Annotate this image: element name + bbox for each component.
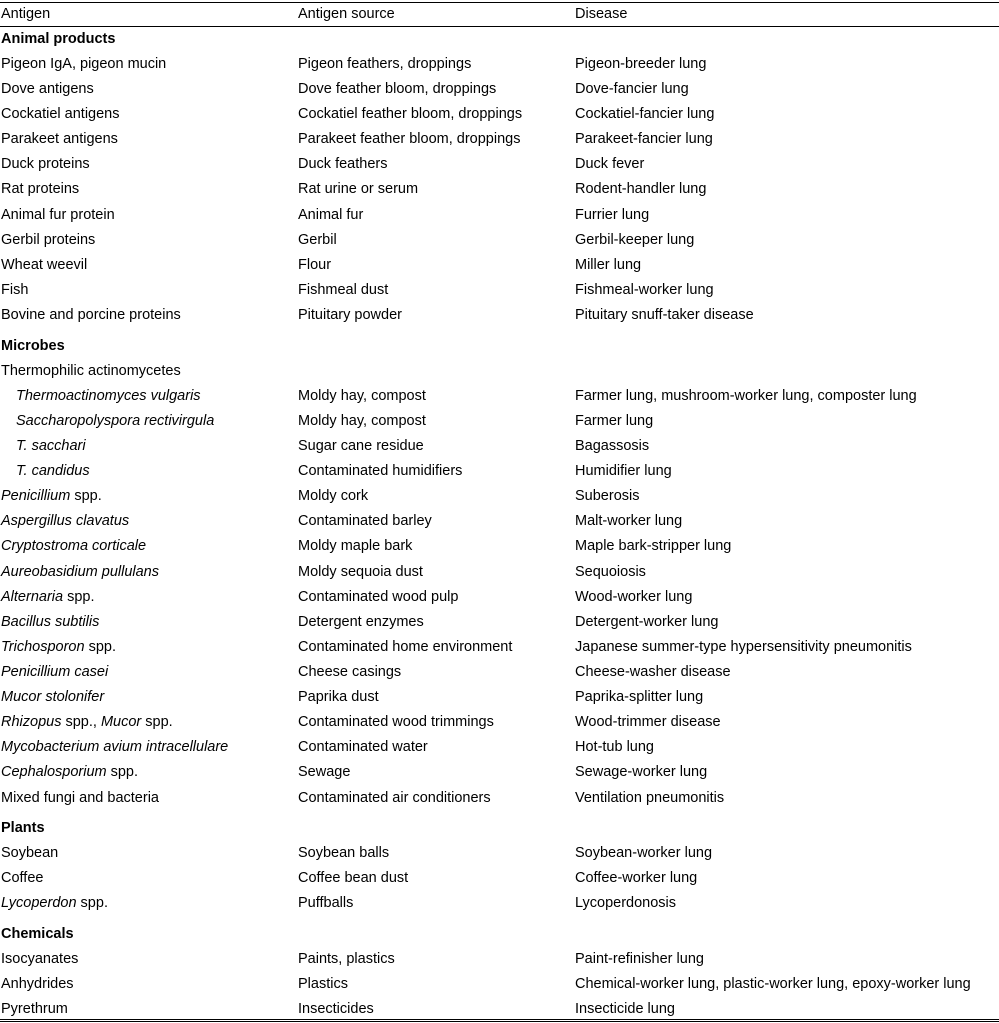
cell-disease: Cockatiel-fancier lung: [575, 106, 715, 122]
section-heading: Plants: [1, 820, 45, 836]
antigen-italic-part: Penicillium: [1, 488, 71, 504]
cell-antigen-source: Rat urine or serum: [298, 181, 419, 197]
cell-antigen: [16, 388, 201, 405]
cell-antigen: [1, 488, 102, 505]
antigen-italic-part: Cryptostroma corticale: [1, 538, 147, 554]
cell-disease: Soybean-worker lung: [575, 845, 713, 861]
header-rule: [0, 26, 999, 27]
antigen-text-part: Isocyanates: [1, 951, 79, 967]
cell-antigen-source: Soybean balls: [298, 845, 390, 861]
cell-antigen: [1, 639, 116, 656]
cell-antigen: [1, 106, 120, 123]
cell-disease: Miller lung: [575, 257, 642, 273]
cell-disease: Bagassosis: [575, 438, 650, 454]
cell-antigen: [1, 739, 228, 756]
table-top-rule: [0, 2, 999, 3]
cell-antigen-source: Paints, plastics: [298, 951, 395, 967]
antigen-text-part: Pyrethrum: [1, 1001, 68, 1017]
cell-antigen-source: Detergent enzymes: [298, 614, 424, 630]
cell-antigen-source: Gerbil: [298, 232, 337, 248]
cell-antigen-source: Plastics: [298, 976, 348, 992]
antigen-text-part: Bovine and porcine proteins: [1, 307, 181, 323]
table-bottom-rule: [0, 1019, 999, 1020]
cell-antigen: [1, 1001, 68, 1018]
cell-disease: Lycoperdonosis: [575, 895, 677, 911]
antigen-text-part: Wheat weevil: [1, 257, 88, 273]
cell-disease: Pigeon-breeder lung: [575, 56, 707, 72]
cell-disease: Sequoiosis: [575, 564, 646, 580]
cell-disease: Cheese-washer disease: [575, 664, 731, 680]
antigen-text-part: spp.: [76, 895, 108, 911]
cell-antigen-source: Flour: [298, 257, 332, 273]
cell-antigen-source: Contaminated barley: [298, 513, 432, 529]
cell-disease: Humidifier lung: [575, 463, 672, 479]
cell-antigen-source: Moldy cork: [298, 488, 369, 504]
cell-antigen-source: Contaminated home environment: [298, 639, 513, 655]
antigen-italic-part: Trichosporon: [1, 639, 85, 655]
antigen-text-part: Animal fur protein: [1, 207, 115, 223]
cell-antigen: [1, 81, 94, 98]
cell-disease: Chemical-worker lung, plastic-worker lung, epoxy-worker lung: [575, 976, 971, 992]
cell-antigen-source: Contaminated wood pulp: [298, 589, 459, 605]
cell-disease: Furrier lung: [575, 207, 650, 223]
header-antigen: Antigen: [1, 6, 51, 22]
cell-antigen-source: Fishmeal dust: [298, 282, 389, 298]
cell-antigen: [1, 845, 58, 862]
antigen-text-part: Pigeon IgA, pigeon mucin: [1, 56, 167, 72]
cell-disease: Insecticide lung: [575, 1001, 675, 1017]
cell-antigen: [1, 257, 87, 274]
cell-antigen-source: Moldy hay, compost: [298, 413, 426, 429]
cell-disease: Rodent-handler lung: [575, 181, 707, 197]
cell-antigen: [1, 56, 166, 73]
cell-antigen: [1, 790, 159, 807]
cell-antigen-source: Contaminated water: [298, 739, 428, 755]
antigen-italic-part: T. sacchari: [16, 438, 86, 454]
cell-antigen-source: Cheese casings: [298, 664, 402, 680]
cell-antigen: [1, 131, 118, 148]
cell-disease: Dove-fancier lung: [575, 81, 689, 97]
cell-antigen: [1, 181, 79, 198]
cell-antigen: [1, 307, 181, 324]
cell-disease: Coffee-worker lung: [575, 870, 698, 886]
antigen-italic-part: Bacillus subtilis: [1, 614, 100, 630]
cell-antigen: [1, 951, 78, 968]
cell-antigen: [1, 156, 90, 173]
antigen-text-part: spp.: [84, 639, 116, 655]
antigen-italic-part: Cephalosporium: [1, 764, 107, 780]
cell-disease: Duck fever: [575, 156, 645, 172]
cell-antigen: [1, 689, 104, 706]
cell-antigen-source: Moldy sequoia dust: [298, 564, 423, 580]
section-heading: Animal products: [1, 31, 116, 47]
antigen-text-part: spp.: [141, 714, 173, 730]
cell-antigen: [1, 232, 95, 249]
header-disease: Disease: [575, 6, 628, 22]
antigen-italic-part: Lycoperdon: [1, 895, 77, 911]
cell-disease: Sewage-worker lung: [575, 764, 708, 780]
cell-antigen-source: Contaminated air conditioners: [298, 790, 491, 806]
cell-antigen: [1, 564, 159, 581]
antigen-italic-part: Penicillium casei: [1, 664, 109, 680]
cell-antigen: [1, 976, 74, 993]
antigen-italic-part: Thermoactinomyces vulgaris: [16, 388, 201, 404]
antigen-italic-part: Rhizopus: [1, 714, 62, 730]
antigen-text-part: Thermophilic actinomycetes: [1, 363, 181, 379]
cell-antigen-source: Insecticides: [298, 1001, 374, 1017]
antigen-text-part: spp.,: [61, 714, 101, 730]
cell-antigen: [16, 463, 90, 480]
cell-antigen: [1, 870, 43, 887]
cell-disease: Paprika-splitter lung: [575, 689, 704, 705]
cell-antigen-source: Duck feathers: [298, 156, 388, 172]
antigen-italic-part: Saccharopolyspora rectivirgula: [16, 413, 215, 429]
cell-antigen-source: Contaminated humidifiers: [298, 463, 463, 479]
cell-disease: Japanese summer-type hypersensitivity pneumonitis: [575, 639, 912, 655]
antigen-text-part: Anhydrides: [1, 976, 74, 992]
cell-antigen-source: Parakeet feather bloom, droppings: [298, 131, 521, 147]
antigen-text-part: Rat proteins: [1, 181, 80, 197]
antigen-text-part: Coffee: [1, 870, 44, 886]
cell-antigen-source: Moldy hay, compost: [298, 388, 426, 404]
cell-antigen: [1, 513, 129, 530]
cell-antigen: [16, 413, 214, 430]
table-bottom-rule-2: [0, 1021, 999, 1022]
antigen-text-part: Gerbil proteins: [1, 232, 96, 248]
cell-antigen-source: Paprika dust: [298, 689, 379, 705]
cell-antigen: [1, 538, 146, 555]
antigen-italic-part: Alternaria: [1, 589, 64, 605]
antigen-italic-part: Aspergillus clavatus: [1, 513, 130, 529]
cell-antigen: [1, 714, 173, 731]
cell-disease: Pituitary snuff-taker disease: [575, 307, 754, 323]
section-heading: Microbes: [1, 338, 65, 354]
cell-disease: Gerbil-keeper lung: [575, 232, 695, 248]
cell-antigen-source: Puffballs: [298, 895, 354, 911]
cell-antigen-source: Sugar cane residue: [298, 438, 424, 454]
cell-disease: Hot-tub lung: [575, 739, 654, 755]
cell-disease: Fishmeal-worker lung: [575, 282, 714, 298]
antigen-italic-part: Aureobasidium pullulans: [1, 564, 159, 580]
cell-antigen-source: Contaminated wood trimmings: [298, 714, 494, 730]
antigen-italic-part: Mucor stolonifer: [1, 689, 105, 705]
cell-antigen-source: Pituitary powder: [298, 307, 402, 323]
cell-antigen: [1, 895, 108, 912]
cell-disease: Detergent-worker lung: [575, 614, 719, 630]
cell-disease: Parakeet-fancier lung: [575, 131, 713, 147]
cell-antigen: [1, 614, 99, 631]
cell-antigen-source: Sewage: [298, 764, 351, 780]
antigen-text-part: spp.: [70, 488, 102, 504]
cell-antigen-source: Cockatiel feather bloom, droppings: [298, 106, 523, 122]
cell-disease: Wood-trimmer disease: [575, 714, 721, 730]
cell-antigen: [1, 589, 95, 606]
header-antigen-source: Antigen source: [298, 6, 395, 22]
cell-antigen-source: Coffee bean dust: [298, 870, 409, 886]
cell-disease: Paint-refinisher lung: [575, 951, 704, 967]
cell-disease: Malt-worker lung: [575, 513, 683, 529]
cell-disease: Farmer lung: [575, 413, 654, 429]
cell-antigen: [1, 363, 181, 380]
cell-disease: Ventilation pneumonitis: [575, 790, 725, 806]
cell-antigen-source: Dove feather bloom, droppings: [298, 81, 497, 97]
cell-antigen-source: Pigeon feathers, droppings: [298, 56, 472, 72]
cell-disease: Suberosis: [575, 488, 640, 504]
antigen-italic-part: Mucor: [100, 714, 142, 730]
cell-disease: Wood-worker lung: [575, 589, 693, 605]
antigen-text-part: Fish: [1, 282, 29, 298]
section-heading: Chemicals: [1, 926, 74, 942]
antigen-text-part: Dove antigens: [1, 81, 94, 97]
cell-antigen: [1, 664, 108, 681]
cell-antigen: [1, 207, 115, 224]
cell-antigen: [16, 438, 86, 455]
antigen-text-part: spp.: [63, 589, 95, 605]
cell-antigen: [1, 764, 138, 781]
antigen-italic-part: T. candidus: [16, 463, 90, 479]
cell-disease: Maple bark-stripper lung: [575, 538, 732, 554]
antigen-text-part: Parakeet antigens: [1, 131, 118, 147]
antigen-text-part: Soybean: [1, 845, 59, 861]
antigen-text-part: spp.: [106, 764, 139, 780]
cell-disease: Farmer lung, mushroom-worker lung, composter lung: [575, 388, 917, 404]
cell-antigen: [1, 282, 28, 299]
cell-antigen-source: Animal fur: [298, 207, 364, 223]
cell-antigen-source: Moldy maple bark: [298, 538, 413, 554]
antigen-text-part: Cockatiel antigens: [1, 106, 120, 122]
antigen-text-part: Mixed fungi and bacteria: [1, 790, 159, 806]
antigen-text-part: Duck proteins: [1, 156, 90, 172]
antigen-italic-part: Mycobacterium avium intracellulare: [1, 739, 229, 755]
